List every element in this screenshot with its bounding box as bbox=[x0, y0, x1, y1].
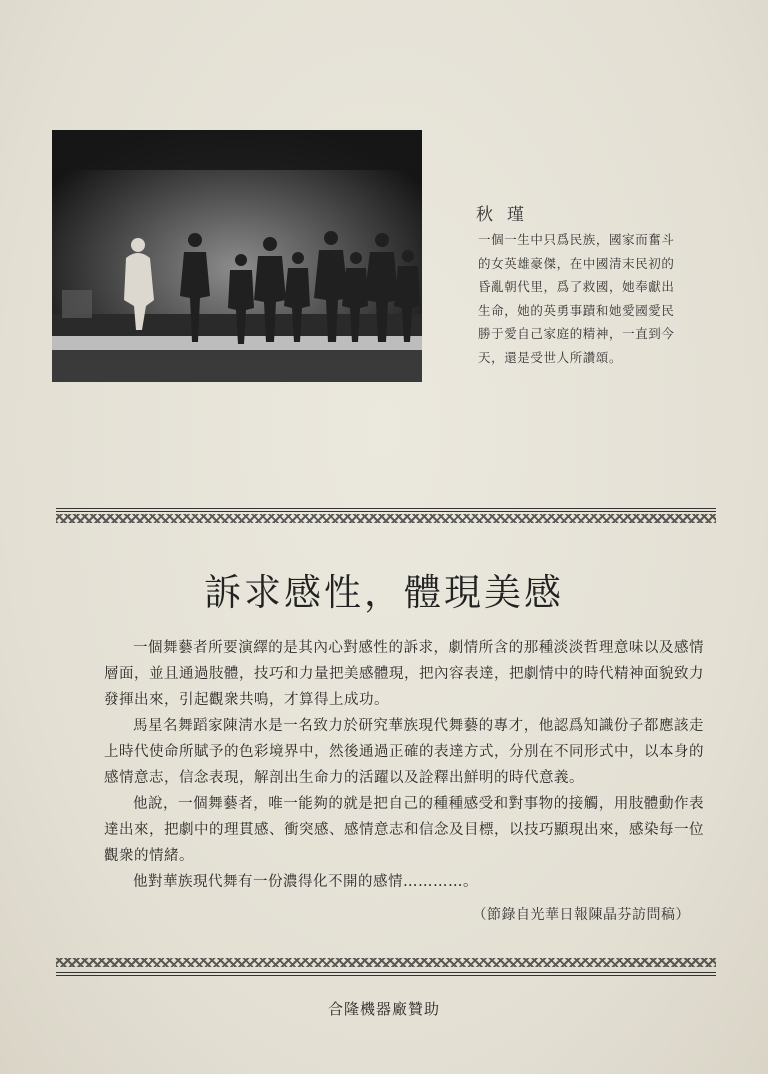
ornamental-divider-bottom bbox=[56, 958, 716, 978]
article-paragraph: 他說，一個舞藝者，唯一能夠的就是把自己的種種感受和對事物的接觸，用肢體動作表達出來，把劇中的理貫感、衝突感、感情意志和信念及目標，以技巧顯現出來，感染每一位觀衆的情緒。 bbox=[104, 796, 704, 864]
article-headline: 訴求感性，體現美感 bbox=[204, 571, 564, 614]
article-body bbox=[104, 635, 704, 895]
stage-dancers-photo bbox=[52, 130, 422, 382]
article-paragraph: 他對華族現代舞有一份濃得化不開的感情…………。 bbox=[133, 874, 478, 890]
caption-title: 秋瑾 bbox=[476, 205, 538, 225]
caption-line: 一個一生中只爲民族，國家而奮斗 bbox=[478, 232, 675, 247]
caption-line: 昏亂朝代里，爲了救國，她奉獻出 bbox=[478, 279, 675, 294]
caption-line: 的女英雄豪傑，在中國清末民初的 bbox=[478, 255, 675, 271]
article-paragraph: 一個舞藝者所要演繹的是其內心對感性的訴求，劇情所含的那種淡淡哲理意味以及感情層面，並且通過肢體，技巧和力量把美感體現，把內容表達，把劇情中的時代精神面貌致力發揮出來，引起觀衆共鳴，才算得上成功。 bbox=[104, 640, 704, 708]
caption-line: 生命，她的英勇事蹟和她愛國愛民 bbox=[478, 302, 675, 318]
ornamental-divider-top bbox=[56, 508, 716, 528]
sponsor-credit: 合隆機器廠贊助 bbox=[327, 1000, 440, 1018]
caption-line: 勝于愛自己家庭的精神，一直到今 bbox=[478, 326, 675, 341]
caption-body bbox=[478, 228, 728, 369]
article-source: （節錄自光華日報陳晶芬訪問稿） bbox=[472, 907, 690, 923]
article-paragraph: 馬星名舞蹈家陳淸水是一名致力於研究華族現代舞藝的專才，他認爲知識份子都應該走上時代使命所賦予的色彩境界中，然後通過正確的表達方式，分別在不同形式中，以本身的感情意志，信念表現，解剖出生命力的活躍以及詮釋出鮮明的時代意義。 bbox=[104, 718, 704, 786]
caption-line: 天，還是受世人所讚頌。 bbox=[478, 349, 623, 365]
photo-illustration bbox=[52, 130, 422, 382]
